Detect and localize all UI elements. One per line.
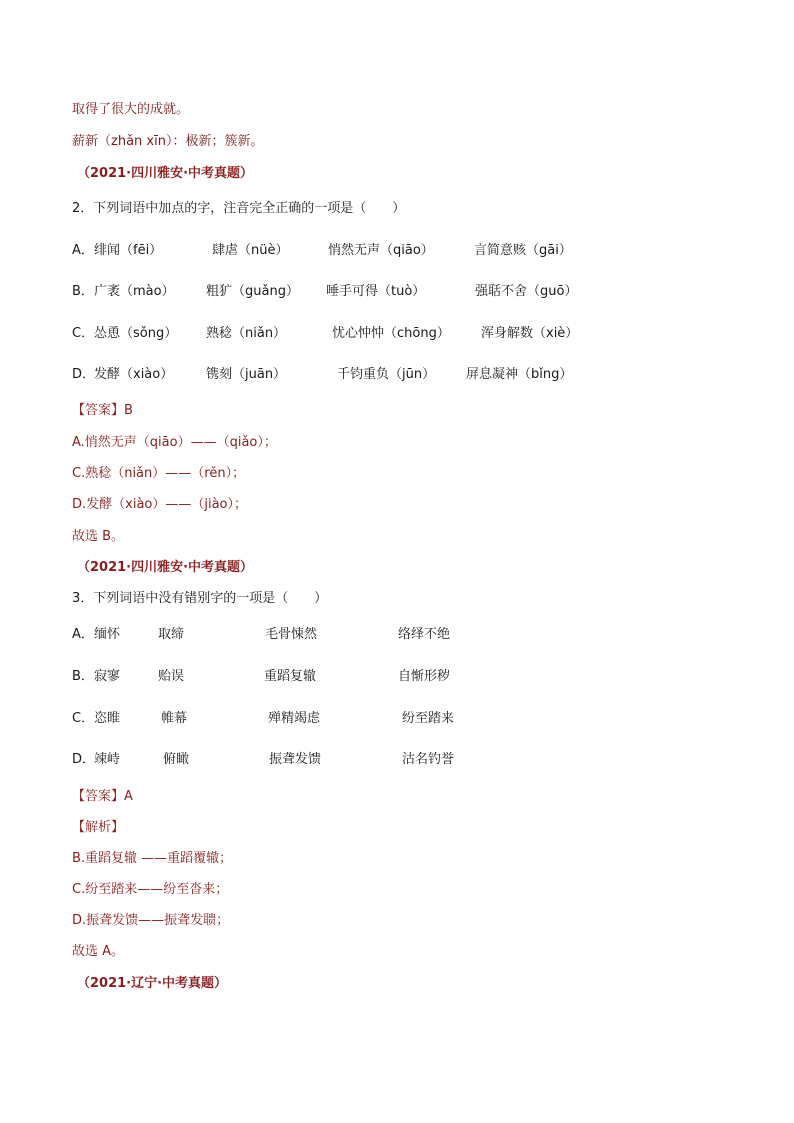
q3-answer: 【答案】A bbox=[72, 789, 133, 804]
q2-analysis-1: A.悄然无声（qiāo）——（qiǎo）； bbox=[72, 435, 277, 450]
option-item: 镌刻（juān） bbox=[206, 367, 287, 382]
q2-analysis-2: C.熟稔（niǎn）——（rěn）； bbox=[72, 466, 246, 481]
option-item: 络绎不绝 bbox=[398, 627, 451, 642]
option-item: 悄然无声（qiāo） bbox=[328, 243, 434, 258]
option-item: 振聋发馈 bbox=[269, 752, 322, 767]
option-item: 贻误 bbox=[158, 669, 185, 684]
option-item: 浑身解数（xiè） bbox=[481, 326, 579, 341]
q3-conclusion: 故选 A。 bbox=[72, 944, 125, 959]
option-item: 发酵（xiào） bbox=[94, 367, 174, 382]
next-source: （2021·辽宁·中考真题） bbox=[77, 976, 228, 991]
option-label: D． bbox=[72, 367, 96, 382]
option-item: 言简意赅（gāi） bbox=[474, 243, 572, 258]
option-label: A． bbox=[72, 243, 94, 258]
option-item: 竦峙 bbox=[94, 752, 121, 767]
q3-analysis-2: C.纷至踏来——纷至沓来； bbox=[72, 882, 229, 897]
option-label: B． bbox=[72, 284, 94, 299]
option-item: 帷幕 bbox=[161, 711, 188, 726]
option-item: 强聒不舍（guō） bbox=[475, 284, 578, 299]
option-item: 纷至踏来 bbox=[402, 711, 455, 726]
option-item: 绯闻（fēi） bbox=[94, 243, 163, 258]
option-item: 千钧重负（jūn） bbox=[337, 367, 436, 382]
q3-source: （2021·四川雅安·中考真题） bbox=[77, 560, 254, 575]
q2-conclusion: 故选 B。 bbox=[72, 529, 125, 544]
q3-analysis-heading: 【解析】 bbox=[72, 820, 125, 835]
q2-answer: 【答案】B bbox=[72, 403, 133, 418]
option-item: 熟稔（niǎn） bbox=[206, 326, 287, 341]
q3-analysis-3: D.振聋发馈——振聋发聩； bbox=[72, 913, 230, 928]
option-item: 缅怀 bbox=[94, 627, 121, 642]
q3-analysis-1: B.重蹈复辙 ——重蹈覆辙； bbox=[72, 851, 233, 866]
option-item: 毛骨悚然 bbox=[265, 627, 318, 642]
option-label: D． bbox=[72, 752, 96, 767]
prev-text-line-2: 薪新（zhǎn xīn）：极新；簇新。 bbox=[72, 134, 264, 149]
option-item: 重蹈复辙 bbox=[264, 669, 317, 684]
q2-source: （2021·四川雅安·中考真题） bbox=[77, 166, 254, 181]
option-label: C． bbox=[72, 711, 95, 726]
option-item: 广袤（mào） bbox=[94, 284, 175, 299]
q2-stem: 2．下列词语中加点的字，注音完全正确的一项是（ ） bbox=[72, 201, 406, 216]
option-item: 屏息凝神（bǐng） bbox=[466, 367, 573, 382]
q3-stem: 3．下列词语中没有错别字的一项是（ ） bbox=[72, 591, 328, 606]
prev-text-line-1: 取得了很大的成就。 bbox=[72, 102, 190, 117]
q2-analysis-3: D.发酵（xiào）——（jiào）； bbox=[72, 497, 248, 512]
option-item: 怂恿（sǒng） bbox=[94, 326, 178, 341]
option-item: 肆虐（nüè） bbox=[212, 243, 289, 258]
option-item: 恣睢 bbox=[94, 711, 121, 726]
option-label: C． bbox=[72, 326, 95, 341]
option-label: B． bbox=[72, 669, 94, 684]
option-item: 唾手可得（tuò） bbox=[326, 284, 426, 299]
option-item: 殚精竭虑 bbox=[268, 711, 321, 726]
option-item: 取缔 bbox=[158, 627, 185, 642]
option-item: 忧心忡忡（chōng） bbox=[332, 326, 450, 341]
option-item: 粗犷（guǎng） bbox=[206, 284, 299, 299]
option-item: 沽名钓誉 bbox=[402, 752, 455, 767]
option-item: 寂寥 bbox=[94, 669, 121, 684]
option-item: 自惭形秽 bbox=[398, 669, 451, 684]
option-item: 俯瞰 bbox=[163, 752, 190, 767]
option-label: A． bbox=[72, 627, 94, 642]
